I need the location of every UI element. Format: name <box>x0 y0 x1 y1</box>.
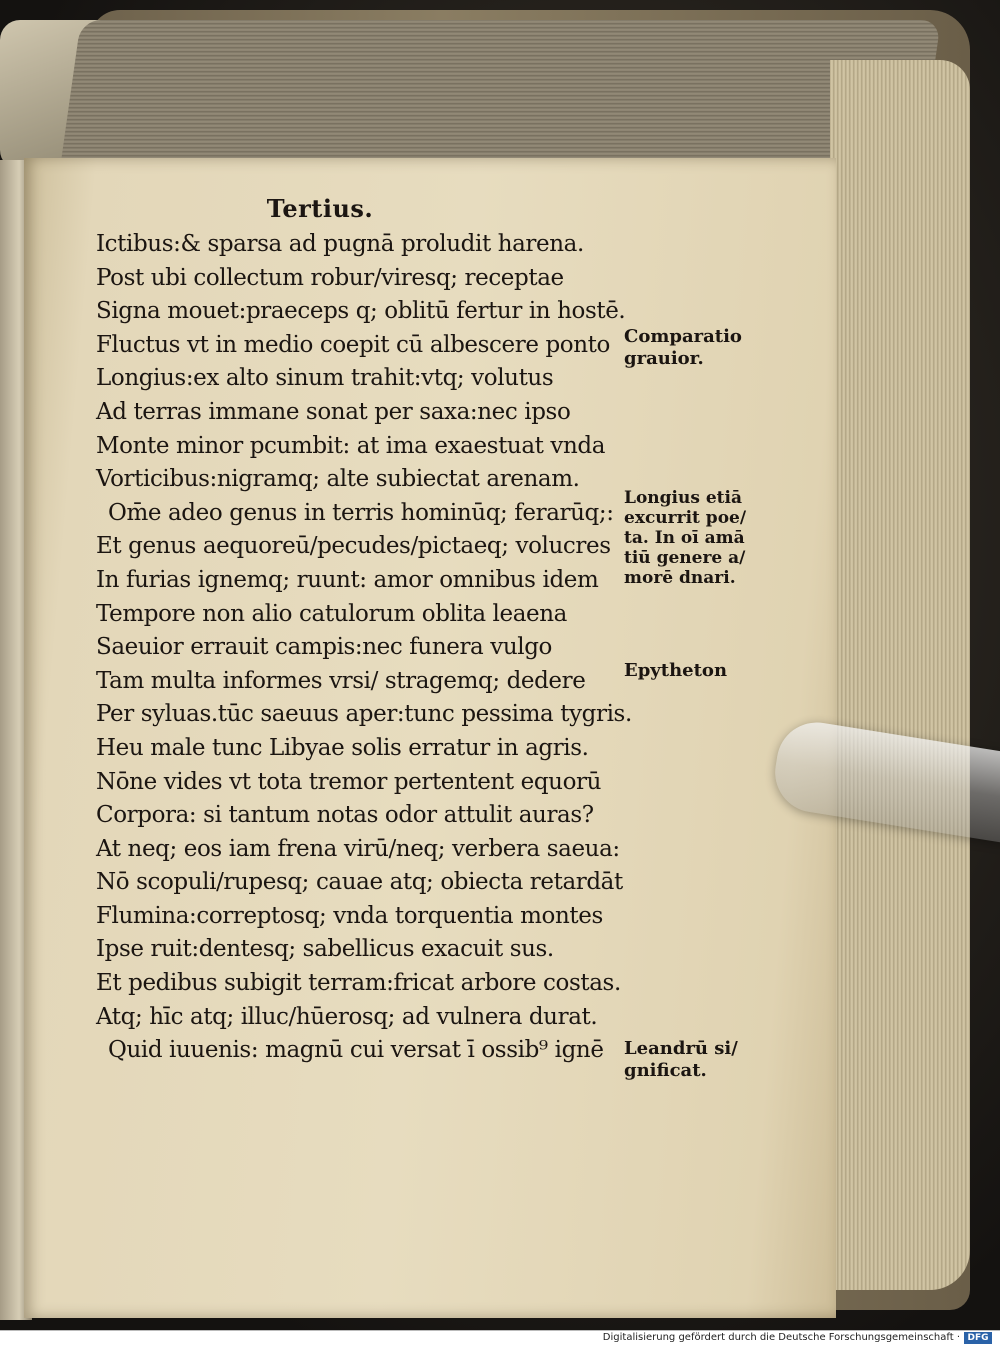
text-line: Monte minor pcumbit: at ima exaestuat vnda <box>96 432 606 459</box>
running-head: Tertius. <box>266 194 374 223</box>
gloss-line: Comparatio <box>624 326 742 347</box>
gloss-line: Epytheton <box>624 660 728 681</box>
gloss-line: excurrit poe/ <box>624 508 747 528</box>
gloss-line: morē dnari. <box>624 568 736 588</box>
gloss-line: Longius etiā <box>624 488 742 508</box>
main-text <box>96 228 636 1068</box>
text-line: Signa mouet:praeceps q; oblitū fertur in hostē. <box>96 298 626 325</box>
text-line: Atq; hīc atq; illuc/hūerosq; ad vulnera durat. <box>96 1003 598 1030</box>
gloss-line: tiū genere a/ <box>624 548 746 568</box>
text-line: Ictibus:& sparsa ad pugnā proludit harena. <box>96 231 584 257</box>
gloss-line: gnificat. <box>624 1060 707 1081</box>
text-line: Et pedibus subigit terram:fricat arbore costas. <box>96 970 621 997</box>
marginal-gloss-comparatio <box>624 326 774 370</box>
text-line: Saeuior errauit campis:nec funera vulgo <box>96 634 552 661</box>
text-line: Tam multa informes vrsi/ stragemq; dedere <box>96 667 586 694</box>
text-line: Tempore non alio catulorum oblita leaena <box>96 600 567 627</box>
text-line: Corpora: si tantum notas odor attulit auras? <box>96 802 594 829</box>
text-line: Et genus aequoreū/pecudes/pictaeq; volucres <box>96 533 611 560</box>
text-line: Om̄e adeo genus in terris hominūq; ferarūq;: <box>108 499 614 526</box>
text-line: In furias ignemq; ruunt: amor omnibus idem <box>96 566 599 593</box>
marginal-gloss-leandrum <box>624 1038 774 1082</box>
text-line: Ad terras immane sonat per saxa:nec ipso <box>96 398 571 425</box>
text-line: Post ubi collectum robur/viresq; receptae <box>96 264 564 291</box>
gloss-line: ta. In oī amā <box>624 528 745 548</box>
text-line: Nō scopuli/rupesq; cauae atq; obiecta retardāt <box>96 869 623 896</box>
text-line: Fluctus vt in medio coepit cū albescere ponto <box>96 331 610 358</box>
dfg-logo: DFG <box>964 1332 992 1344</box>
text-line: Vorticibus:nigramq; alte subiectat arenam. <box>96 466 580 493</box>
page-stack-top <box>59 20 941 175</box>
funding-credit: Digitalisierung gefördert durch die Deutsche Forschungsgemeinschaft · <box>602 1332 960 1343</box>
text-line: Longius:ex alto sinum trahit:vtq; volutus <box>96 365 554 392</box>
text-line: Flumina:correptosq; vnda torquentia montes <box>96 902 603 929</box>
text-line: Per syluas.tūc saeuus aper:tunc pessima tygris. <box>96 701 632 728</box>
marginal-gloss-epytheton <box>624 660 774 682</box>
page-stack-fore-edge <box>830 60 970 1290</box>
text-line: Heu male tunc Libyae solis erratur in agris. <box>96 734 589 761</box>
text-line: Ipse ruit:dentesq; sabellicus exacuit sus. <box>96 936 554 963</box>
gloss-line: Leandrū si/ <box>624 1038 738 1059</box>
marginal-gloss-longius <box>624 488 774 588</box>
text-line: At neq; eos iam frena virū/neq; verbera saeua: <box>96 835 620 862</box>
gloss-line: grauior. <box>624 348 704 369</box>
text-line: Nōne vides vt tota tremor pertentent equorū <box>96 768 602 795</box>
text-line: Quid iuuenis: magnū cui versat ī ossib⁹ ignē <box>108 1037 604 1064</box>
